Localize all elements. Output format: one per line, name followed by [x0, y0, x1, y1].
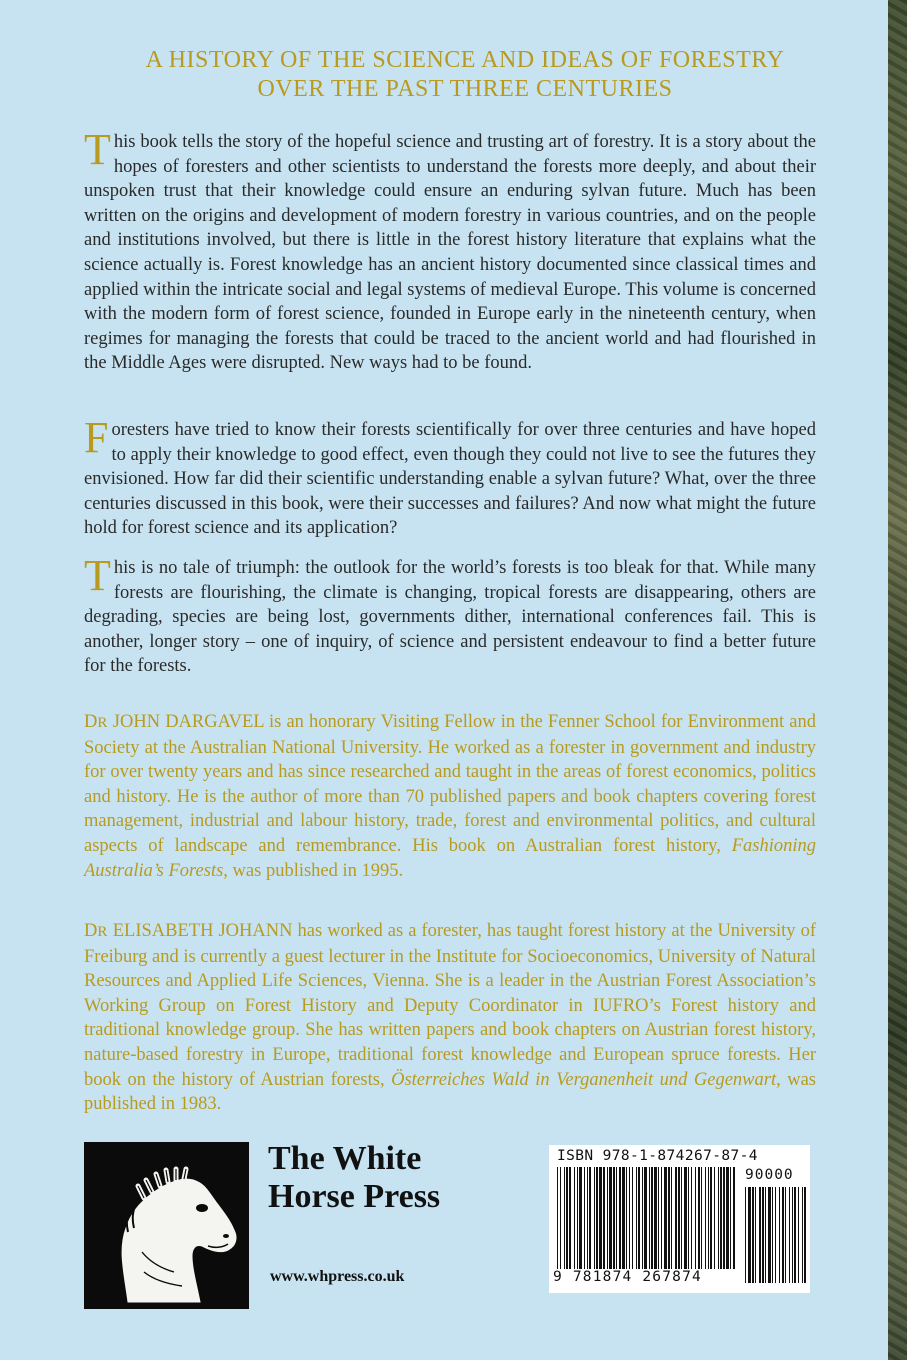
- barcode-bar: [675, 1167, 677, 1269]
- barcode-bar: [678, 1167, 680, 1269]
- bio-tail: , was published in 1995.: [223, 860, 404, 881]
- barcode-bar: [688, 1167, 689, 1269]
- barcode-bar: [596, 1167, 598, 1269]
- author-bio-dargavel: [84, 710, 816, 883]
- bio-text: is an honorary Visiting Fellow in the Fenner School for Environment and Society at the Australian National University. He worked as a forester in government and industry for over twenty years and has since researched and taught in the areas of forest economics, politics and history. He is the author of more than 70 published papers and book chapters covering forest management, industrial and labour history, trade, forest and environmental politics, and cultural aspects of landscape and remembrance. His book on Australian forest history,: [84, 712, 817, 856]
- barcode-bar: [748, 1187, 751, 1283]
- barcode-bar: [720, 1167, 722, 1269]
- drop-cap: T: [84, 551, 111, 600]
- barcode-bar: [632, 1167, 633, 1269]
- publisher-website[interactable]: www.whpress.co.uk: [270, 1268, 405, 1285]
- barcode-bar: [599, 1167, 602, 1269]
- barcode-bar: [730, 1167, 731, 1269]
- barcode-bar: [629, 1167, 630, 1269]
- barcode-bar: [718, 1167, 719, 1269]
- barcode-bar: [681, 1167, 682, 1269]
- author-bio-johann: [84, 919, 816, 1117]
- barcode-bar: [779, 1187, 780, 1283]
- barcode-bar: [785, 1187, 786, 1283]
- barcode-bar: [638, 1167, 640, 1269]
- author-name: ELISABETH JOHANN: [107, 921, 293, 941]
- headline-line-2: OVER THE PAST THREE CENTURIES: [257, 76, 673, 102]
- barcode-bar: [603, 1167, 605, 1269]
- barcode-bar: [752, 1187, 754, 1283]
- barcode-bar: [668, 1167, 670, 1269]
- barcode-bar: [691, 1167, 692, 1269]
- barcode-bar: [566, 1167, 568, 1269]
- barcode-bar: [723, 1167, 725, 1269]
- barcode-bar: [644, 1167, 647, 1269]
- ean-digits: 9 781874 267874: [553, 1269, 702, 1285]
- headline-line-1: A HISTORY OF THE SCIENCE AND IDEAS OF FORESTRY: [145, 47, 785, 73]
- barcode-bar: [564, 1167, 565, 1269]
- barcode-bar: [695, 1167, 696, 1269]
- bio-tail: , was published in 1983.: [84, 1069, 816, 1115]
- barcode-bar: [658, 1167, 659, 1269]
- barcode-bar: [557, 1167, 558, 1269]
- barcode-bar: [584, 1167, 585, 1269]
- barcode-bar: [626, 1167, 627, 1269]
- price-addon: 90000: [745, 1167, 794, 1183]
- barcode-bar: [775, 1187, 776, 1283]
- barcode-bar: [649, 1167, 650, 1269]
- barcode-bar: [798, 1187, 799, 1283]
- barcode-bar: [762, 1187, 764, 1283]
- barcode-bar: [642, 1167, 643, 1269]
- headline: [80, 46, 850, 104]
- title-dr: DR: [84, 921, 108, 941]
- barcode-bar: [579, 1167, 582, 1269]
- bio-text: has worked as a forester, has taught forest history at the University of Freiburg and is currently a guest lecturer in the Institute for Socioeconomics, University of Natural Resources and Applied Life Sciences, Vienna. She is a leader in the Austrian Forest Association’s Working Group on Forest History and Deputy Coordinator in IUFRO’s Forest history and traditional knowledge group. She has written papers and book chapters on Austrian forest history, nature-based forestry in Europe, traditional forest knowledge and European spruce forests. Her book on the history of Austrian forests,: [84, 921, 816, 1090]
- barcode-bar: [714, 1167, 715, 1269]
- barcode-bar: [577, 1167, 578, 1269]
- barcode-bar: [607, 1167, 608, 1269]
- barcode-bar: [684, 1167, 687, 1269]
- barcode-bar: [587, 1167, 588, 1269]
- barcode-bar: [651, 1167, 653, 1269]
- barcode-bar: [594, 1167, 595, 1269]
- barcode-bar: [755, 1187, 756, 1283]
- barcode-bar: [802, 1187, 803, 1283]
- barcode-bar: [782, 1187, 784, 1283]
- horse-head-icon: [84, 1142, 249, 1309]
- barcode-bar: [710, 1167, 712, 1269]
- blurb-paragraph-3: [84, 551, 816, 679]
- barcode-bar: [759, 1187, 761, 1283]
- blurb-text: his book tells the story of the hopeful science and trusting art of forestry. It is a story about the hopes of foresters and other scientists to understand the forests more deeply, and about their unspoken trust that their knowledge could ensure an enduring sylvan future. Much has been written on the origins and development of modern forestry in various countries, and on the people and institutions involved, but there is little in the forest history literature that explains what the science actually is. Forest knowledge has an ancient history documented since classical times and applied within the intricate social and legal systems of medieval Europe. This volume is concerned with the modern form of forest science, founded in Europe early in the nineteenth century, when regimes for managing the forests that could be traced to the ancient world and had flourished in the Middle Ages were disrupted. New ways had to be found.: [84, 132, 816, 374]
- barcode-bar: [569, 1167, 571, 1269]
- book-title: Österreiches Wald in Verganenheit und Gegenwart: [391, 1069, 777, 1090]
- barcode-bar: [792, 1187, 793, 1283]
- barcode-bar: [616, 1167, 617, 1269]
- spine-photo-strip: [888, 0, 907, 1360]
- barcode-bar: [560, 1167, 561, 1269]
- barcode-bar: [708, 1167, 709, 1269]
- barcode-bar: [661, 1167, 662, 1269]
- barcode-bar: [726, 1167, 729, 1269]
- book-title: Fashioning Australia’s Forests: [84, 835, 816, 881]
- barcode-bar: [705, 1167, 706, 1269]
- barcode-bar: [609, 1167, 612, 1269]
- blurb-text: oresters have tried to know their forests scientifically for over three centuries and have hoped to apply their knowledge to good effect, even though they could not live to see the futures they envisioned. How far did their scientific understanding enable a sylvan future? What, over the three centuries discussed in this book, were their successes and failures? And now what might the future hold for forest science and its application?: [84, 420, 816, 539]
- author-name: JOHN DARGAVEL: [107, 712, 264, 732]
- drop-cap: T: [84, 125, 111, 174]
- publisher-name: The White Horse Press: [268, 1140, 441, 1215]
- barcode-bar: [654, 1167, 657, 1269]
- barcode-bar: [619, 1167, 621, 1269]
- blurb-paragraph-1: [84, 125, 816, 376]
- drop-cap: F: [84, 413, 109, 462]
- barcode-bar: [613, 1167, 615, 1269]
- barcode-bar: [671, 1167, 672, 1269]
- publisher-logo: [84, 1142, 249, 1309]
- barcode-bar: [698, 1167, 700, 1269]
- barcode-bar: [745, 1187, 746, 1283]
- isbn-label: ISBN 978-1-874267-87-4: [557, 1148, 758, 1164]
- barcode-bar: [622, 1167, 625, 1269]
- barcode-bar: [574, 1167, 575, 1269]
- barcode-bar: [733, 1167, 735, 1269]
- barcode-bar: [765, 1187, 766, 1283]
- barcode-bar: [772, 1187, 773, 1283]
- barcode-bar: [804, 1187, 806, 1283]
- isbn-barcode: [549, 1145, 810, 1293]
- blurb-paragraph-2: [84, 413, 816, 541]
- barcode-bar: [636, 1167, 637, 1269]
- barcode-bar: [701, 1167, 702, 1269]
- barcode-bar: [794, 1187, 796, 1283]
- title-dr: DR: [84, 712, 108, 732]
- barcode-bar: [789, 1187, 790, 1283]
- barcode-bar: [589, 1167, 591, 1269]
- barcode-bar: [768, 1187, 771, 1283]
- blurb-text: his is no tale of triumph: the outlook for the world’s forests is too bleak for that. While many forests are flourishing, the climate is changing, tropical forests are disappearing, others are degrading, species are being lost, governments dither, international conferences fail. This is another, longer story – one of inquiry, of science and persistent endeavour to find a better future for the forests.: [84, 558, 816, 677]
- barcode-bar: [664, 1167, 667, 1269]
